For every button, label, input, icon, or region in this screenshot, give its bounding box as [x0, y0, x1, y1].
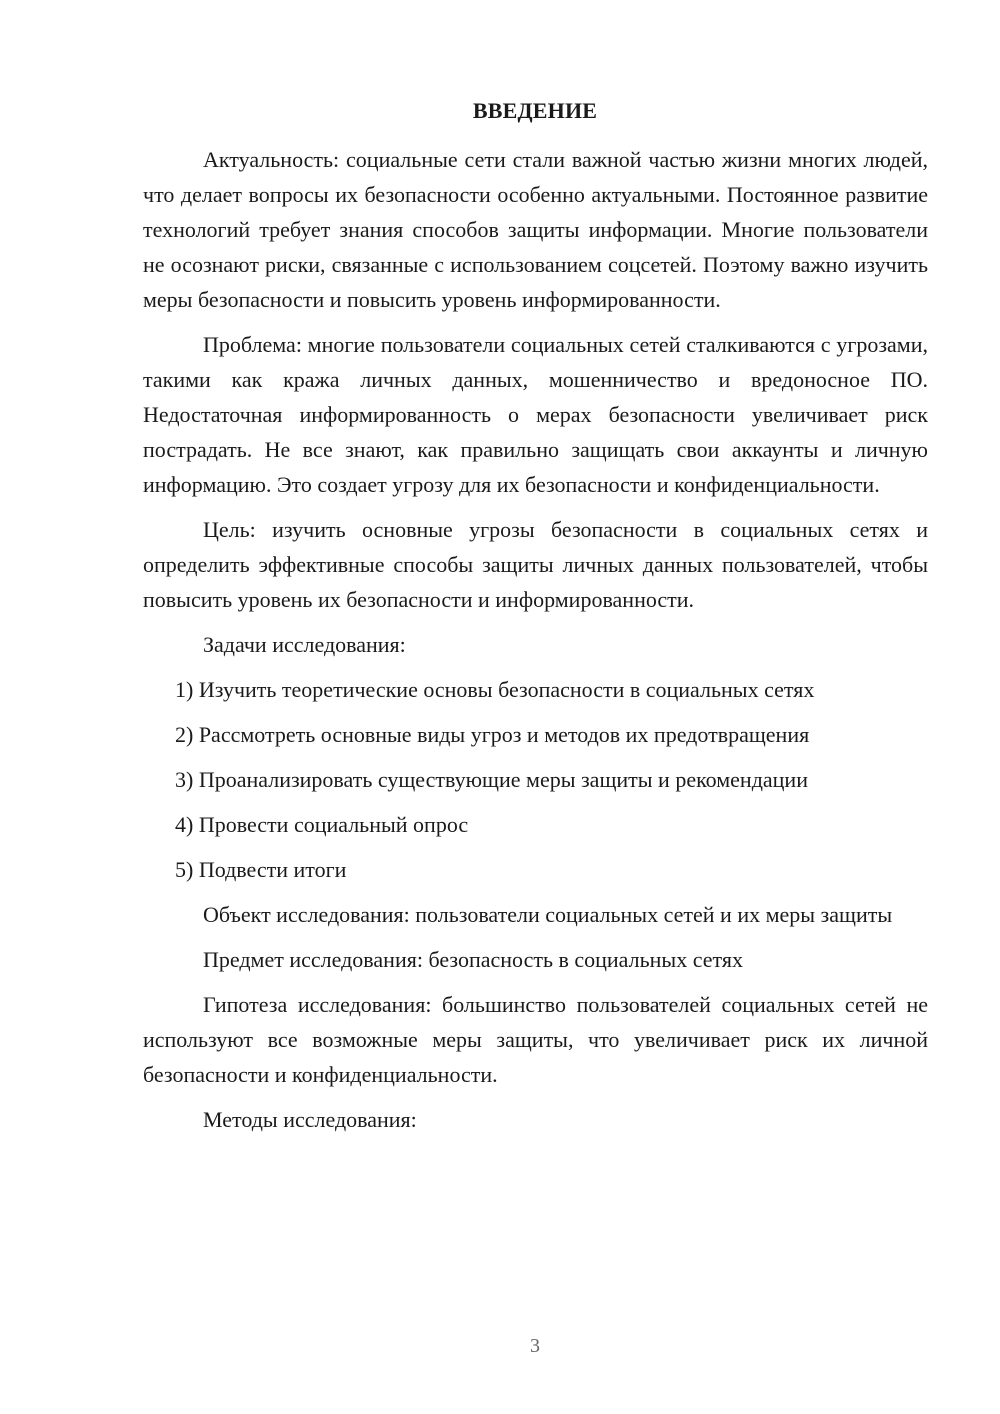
- page-title: ВВЕДЕНИЕ: [472, 98, 598, 123]
- tasks-heading: Задачи исследования:: [203, 632, 406, 657]
- list-item: 3) Проанализировать существующие меры защиты и рекомендации: [175, 767, 808, 792]
- paragraph-subject: Предмет исследования: безопасность в социальных сетях: [203, 947, 743, 972]
- list-item: 1) Изучить теоретические основы безопасности в социальных сетях: [175, 677, 815, 702]
- methods-heading: Методы исследования:: [203, 1107, 417, 1132]
- list-item: 4) Провести социальный опрос: [175, 812, 469, 837]
- paragraph-goal: Цель: изучить основные угрозы безопасности в социальных сетях и определить эффективные способы защиты личных данных пользователей, чтобы повысить уровень их безопасности и информированности.: [143, 517, 928, 612]
- list-item: 5) Подвести итоги: [175, 857, 347, 882]
- paragraph-hypothesis: Гипотеза исследования: большинство пользователей социальных сетей не используют все возможные меры защиты, что увеличивает риск их личной безопасности и конфиденциальности.: [143, 992, 928, 1087]
- paragraph-relevance: Актуальность: социальные сети стали важной частью жизни многих людей, что делает вопросы их безопасности особенно актуальными. Постоянное развитие технологий требует знания способов защиты информации. Многие пользователи не осознают риски, связанные с использованием соцсетей. Поэтому важно изучить меры безопасности и повысить уровень информированности.: [143, 147, 928, 312]
- page-number: 3: [530, 1335, 540, 1357]
- list-item: 2) Рассмотреть основные виды угроз и методов их предотвращения: [175, 722, 810, 747]
- paragraph-object: Объект исследования: пользователи социальных сетей и их меры защиты: [203, 902, 893, 927]
- document-body: [143, 142, 928, 1137]
- paragraph-problem: Проблема: многие пользователи социальных сетей сталкиваются с угрозами, такими как кража личных данных, мошенничество и вредоносное ПО. Недостаточная информированность о мерах безопасности увеличивает риск пострадать. Не все знают, как правильно защищать свои аккаунты и личную информацию. Это создает угрозу для их безопасности и конфиденциальности.: [143, 332, 928, 497]
